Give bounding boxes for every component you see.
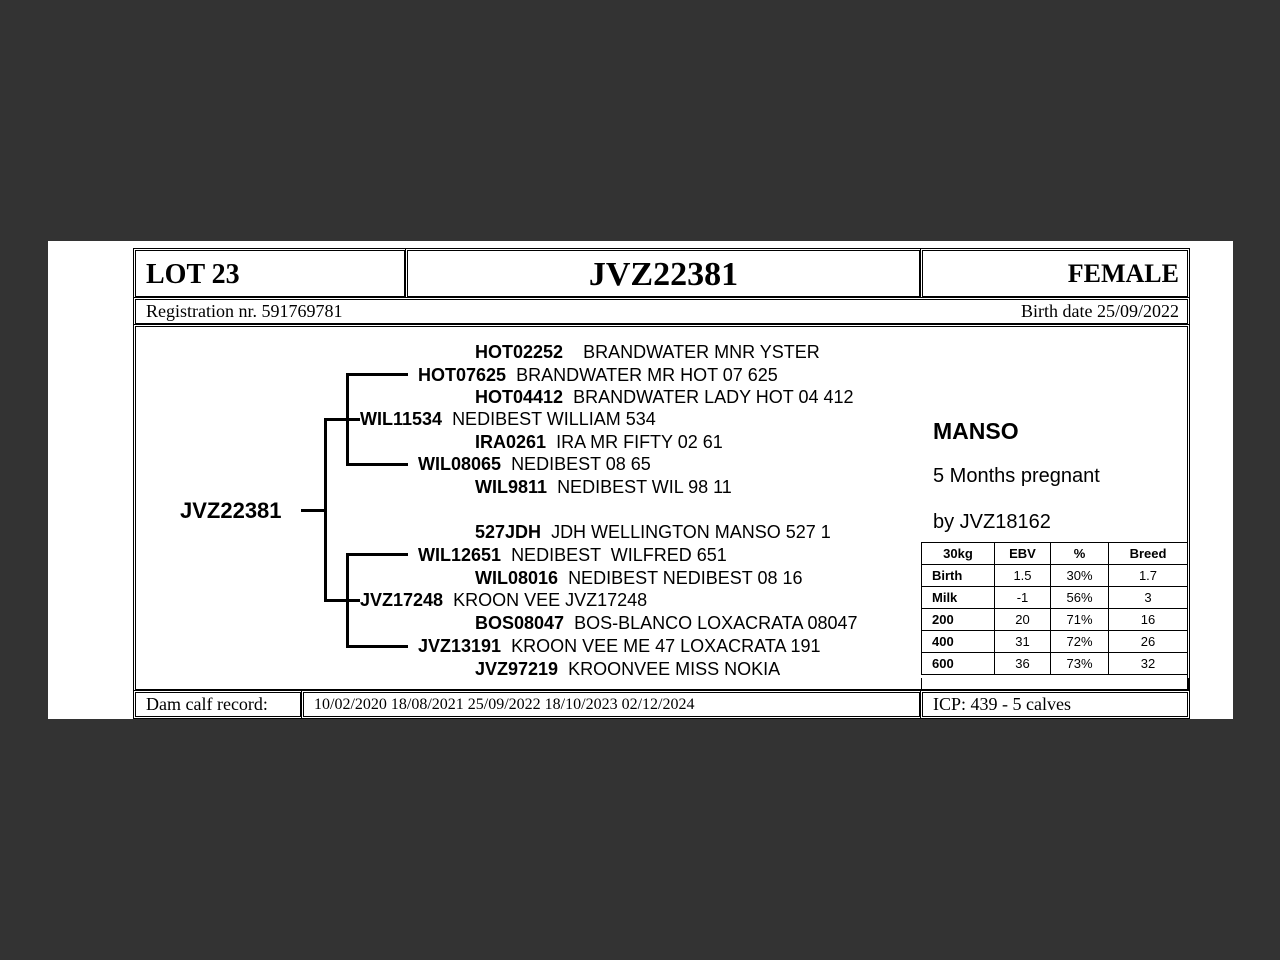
cell: 32 [1109, 653, 1188, 675]
table-row [922, 653, 1188, 675]
connector [324, 418, 327, 601]
pedigree-sdd: WIL9811 NEDIBEST WIL 98 11 [475, 477, 732, 497]
connector [346, 463, 408, 466]
pedigree-ddd: JVZ97219 KROONVEE MISS NOKIA [475, 659, 781, 679]
row-label: Birth [922, 565, 995, 587]
cell: 1.7 [1109, 565, 1188, 587]
table-row [922, 587, 1188, 609]
registration-number: Registration nr. 591769781 [146, 301, 343, 321]
dam-calf-record-label: Dam calf record: [146, 694, 268, 714]
cell: 3 [1109, 587, 1188, 609]
calf-dates: 10/02/2020 18/08/2021 25/09/2022 18/10/2023 02/12/2024 [314, 696, 695, 713]
cell: 1.5 [995, 565, 1051, 587]
connector [324, 599, 360, 602]
col-header: EBV [995, 543, 1051, 565]
cell: 71% [1051, 609, 1109, 631]
row-label: Milk [922, 587, 995, 609]
dam-calf-record-label-box [133, 690, 303, 719]
sire-of-pregnancy-title: MANSO [933, 418, 1019, 444]
pedigree-sire: WIL11534 NEDIBEST WILLIAM 534 [360, 409, 656, 429]
connector [324, 418, 360, 421]
row-label: 200 [922, 609, 995, 631]
table-header-row [922, 543, 1188, 565]
cell: 20 [995, 609, 1051, 631]
connector [346, 645, 408, 648]
calf-dates-box [301, 690, 922, 719]
lot-sheet [48, 241, 1233, 719]
animal-sex: FEMALE [1067, 259, 1179, 288]
sex-box [920, 248, 1190, 299]
reg-id-box [405, 248, 922, 299]
icp-value: ICP: 439 - 5 calves [933, 694, 1071, 714]
connector [346, 373, 408, 376]
pedigree-ds: WIL12651 NEDIBEST WILFRED 651 [418, 545, 727, 565]
pregnancy-status: 5 Months pregnant [933, 465, 1100, 487]
pedigree-ssd: HOT04412 BRANDWATER LADY HOT 04 412 [475, 387, 854, 407]
pedigree-sss: HOT02252 BRANDWATER MNR YSTER [475, 342, 820, 362]
row-label: 400 [922, 631, 995, 653]
lot-box [133, 248, 407, 299]
pedigree-sds: IRA0261 IRA MR FIFTY 02 61 [475, 432, 723, 452]
pedigree-ss: HOT07625 BRANDWATER MR HOT 07 625 [418, 365, 778, 385]
animal-id-title: JVZ22381 [588, 256, 739, 293]
pedigree-dd: JVZ13191 KROON VEE ME 47 LOXACRATA 191 [418, 636, 821, 656]
birth-date: Birth date 25/09/2022 [1021, 301, 1179, 321]
registration-row [133, 297, 1190, 326]
table-row [922, 609, 1188, 631]
table-row [922, 631, 1188, 653]
connector [346, 373, 349, 466]
cell: 30% [1051, 565, 1109, 587]
animal-id: JVZ22381 [180, 498, 282, 523]
cell: 72% [1051, 631, 1109, 653]
connector [346, 553, 349, 647]
row-label: 600 [922, 653, 995, 675]
table-row [922, 565, 1188, 587]
cell: 73% [1051, 653, 1109, 675]
pedigree-dsd: WIL08016 NEDIBEST NEDIBEST 08 16 [475, 568, 803, 588]
cell: 36 [995, 653, 1051, 675]
pregnancy-sire: by JVZ18162 [933, 511, 1051, 533]
col-header: 30kg [922, 543, 995, 565]
table-bottom-strip [921, 678, 1189, 690]
lot-number: LOT 23 [146, 259, 240, 290]
connector [346, 553, 408, 556]
cell: 56% [1051, 587, 1109, 609]
col-header: % [1051, 543, 1109, 565]
pedigree-sd: WIL08065 NEDIBEST 08 65 [418, 454, 651, 474]
cell: 16 [1109, 609, 1188, 631]
cell: 26 [1109, 631, 1188, 653]
pedigree-dss: 527JDH JDH WELLINGTON MANSO 527 1 [475, 522, 831, 542]
pedigree-dds: BOS08047 BOS-BLANCO LOXACRATA 08047 [475, 613, 858, 633]
cell: -1 [995, 587, 1051, 609]
pedigree-dam: JVZ17248 KROON VEE JVZ17248 [360, 590, 648, 610]
cell: 31 [995, 631, 1051, 653]
ebv-table [921, 542, 1188, 675]
col-header: Breed [1109, 543, 1188, 565]
icp-box [920, 690, 1190, 719]
